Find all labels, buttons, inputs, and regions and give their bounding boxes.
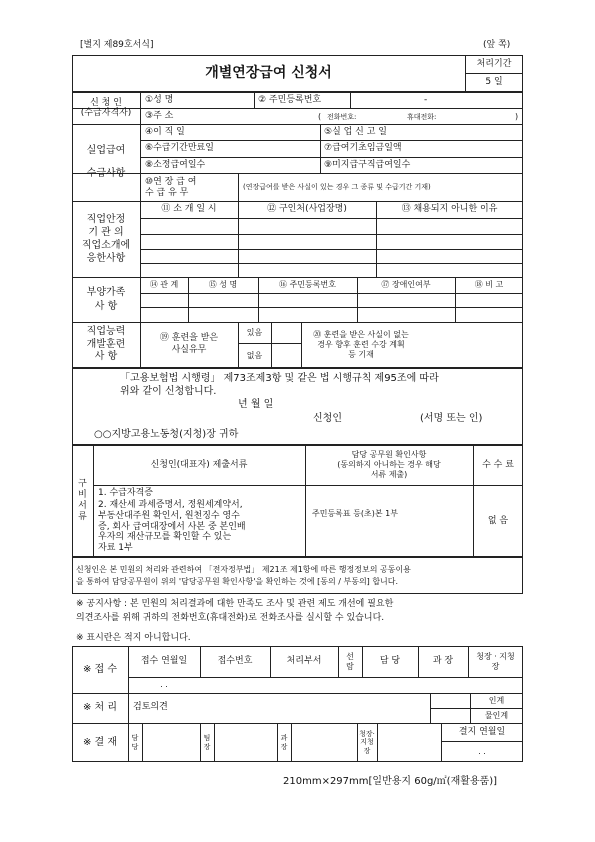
received-handover-label: 물인계 xyxy=(484,710,509,720)
approval-staff-label: 담 당 xyxy=(131,734,139,751)
documents-section-label: 구 비 서 류 xyxy=(78,479,87,522)
receipt-label: ※ 접 수 xyxy=(82,663,118,675)
training-plan-label: ⑳ 훈련을 받은 사실이 없는 경우 향후 훈련 수강 계획 등 기재 xyxy=(313,330,409,359)
receipt-date-header: 접수 연월일 xyxy=(140,656,188,667)
benefit-days-label: ⑧소정급여일수 xyxy=(145,160,206,170)
handling-dept-header: 처리부서 xyxy=(286,656,322,667)
approval-section-chief-label: 과 장 xyxy=(280,734,288,751)
rrn-field-label: ② 주민등록번호 xyxy=(258,95,322,105)
mobile-label: 휴대전화: xyxy=(407,113,437,121)
receipt-number-header: 접수번호 xyxy=(217,656,253,667)
approval-team-lead-label: 팀 장 xyxy=(203,734,211,751)
benefit-section-label: 실업급여 수급사항 xyxy=(86,145,126,180)
training-history-label: ⑲ 훈련을 받은 사실유무 xyxy=(159,333,219,355)
signature-field[interactable]: (서명 또는 인) xyxy=(420,413,483,424)
processing-period-value: 5 일 xyxy=(485,77,503,88)
address-field-label: ③주 소 xyxy=(145,111,174,121)
intro-datetime-header: ⑪ 소 개 일 시 xyxy=(161,204,217,215)
disability-header: ⑰ 장애인여부 xyxy=(381,280,431,290)
review-opinion-label: 검토의견 xyxy=(133,702,168,712)
processing-period-label: 처리기간 xyxy=(476,58,512,69)
paper-spec: 210mm×297mm[일반용지 60g/㎡(재활용품)] xyxy=(283,776,498,787)
signer-label: 신청인 xyxy=(313,413,342,424)
addressee: ○○지방고용노동청(지청)장 귀하 xyxy=(94,429,239,440)
receipt-date-dots: . . xyxy=(160,680,168,690)
unpaid-days-label: ⑨미지급구직급여일수 xyxy=(324,160,411,170)
extended-benefit-note: (연장급여를 받은 사실이 있는 경우 그 종류 및 수급기간 기재) xyxy=(243,183,431,191)
approval-label: ※ 결 재 xyxy=(82,736,118,748)
phone-open-paren: ( xyxy=(318,112,322,121)
extended-benefit-label: ⑩연 장 급 여 수 급 유 무 xyxy=(145,177,197,198)
dependent-name-header: ⑮ 성 명 xyxy=(208,280,238,290)
fee-header: 수 수 료 xyxy=(482,459,514,470)
officer-document: 주민등록표 등(초)본 1부 xyxy=(312,509,398,518)
staff-header: 담 당 xyxy=(379,656,401,667)
applicant-documents-header: 신청인(대표자) 제출서류 xyxy=(150,459,248,470)
name-field-label: ①성 명 xyxy=(145,95,174,105)
form-number: [별지 제89호서식] xyxy=(80,40,154,50)
document-item-2: 2. 재산세 과세증명서, 정원세계약서, 부동산대주원 확인서, 원천징수 영수 증, 회사 급여대장에서 사본 중 본인배 우자의 재산규모를 확인할 수 있는 자료 1부 xyxy=(98,500,246,554)
approval-date-label: 결지 연월일 xyxy=(458,726,506,737)
declaration-text: 「고용보험법 시행령」 제73조제3항 및 같은 법 시행규칙 제95조에 따라 위와 같이 신청합니다. xyxy=(120,373,439,397)
benefit-expiry-date-label: ⑥수급기간만료일 xyxy=(145,143,214,153)
training-yes-label: 있음 xyxy=(246,327,263,337)
job-introduction-label: 직업안정 기 관 의 직업소개에 응한사항 xyxy=(81,214,131,264)
training-section-label: 직업능력 개발훈련 사 항 xyxy=(86,326,126,363)
notice-text: ※ 공지사항 : 본 민원의 처리결과에 대한 만족도 조사 및 관련 제도 개선에 필요한 의견조사를 위해 귀하의 전화번호(휴대전화)로 전화조사를 실시할 수 있습니다. xyxy=(76,599,394,623)
not-hired-reason-header: ⑬ 채용되지 아니한 이유 xyxy=(401,204,498,215)
separation-date-label: ④이 직 일 xyxy=(145,127,185,137)
declaration-date: 년 월 일 xyxy=(238,399,274,410)
page-side-label: (앞 쪽) xyxy=(483,40,511,50)
dependent-rrn-header: ⑯ 주민등록번호 xyxy=(279,280,336,290)
relation-header: ⑭ 관 계 xyxy=(149,280,179,290)
section-chief-header: 과 장 xyxy=(432,656,454,667)
fee-value: 없 음 xyxy=(487,515,509,526)
base-wage-label: ⑦급여기초임금일액 xyxy=(324,143,402,153)
employer-header: ⑫ 구인처(사업장명) xyxy=(267,204,347,215)
phone-label: 전화번호: xyxy=(327,113,357,121)
officer-check-header: 담당 공무원 확인사항 (동의하지 아니하는 경우 해당 서류 제출) xyxy=(337,450,441,479)
consent-text[interactable]: 신청인은 본 민원의 처리와 관련하여 「전자정부법」 제21조 제1항에 따른 행정정보의 공동이용 을 통하여 담당공무원이 위의 '담당공무원 확인사항'을 확인하는 것에 [동의 / 부동의] 합니다. xyxy=(76,565,411,586)
review-header: 선 람 xyxy=(346,652,354,671)
rrn-dash: - xyxy=(424,95,428,105)
director-header: 청장 · 지청 장 xyxy=(476,652,515,671)
process-label: ※ 처 리 xyxy=(82,702,118,714)
unemployment-report-date-label: ⑤실 업 신 고 일 xyxy=(324,127,387,137)
handover-label: 인계 xyxy=(488,695,505,705)
remarks-header: ⑱ 비 고 xyxy=(474,280,504,290)
phone-close-paren: ) xyxy=(515,112,519,121)
dependents-label: 부양가족 사 항 xyxy=(86,286,126,312)
training-no-label: 없음 xyxy=(246,350,263,360)
office-use-note: ※ 표시란은 적지 아니합니다. xyxy=(76,633,191,643)
applicant-section-label: 신 청 인 (수급자격자) xyxy=(80,97,132,118)
document-item-1: 1. 수급자격증 xyxy=(98,488,153,498)
approval-director-label: 청장· 지청장 xyxy=(359,730,375,755)
form-title: 개별연장급여 신청서 xyxy=(205,65,332,82)
approval-date-dots: . . xyxy=(478,746,486,756)
